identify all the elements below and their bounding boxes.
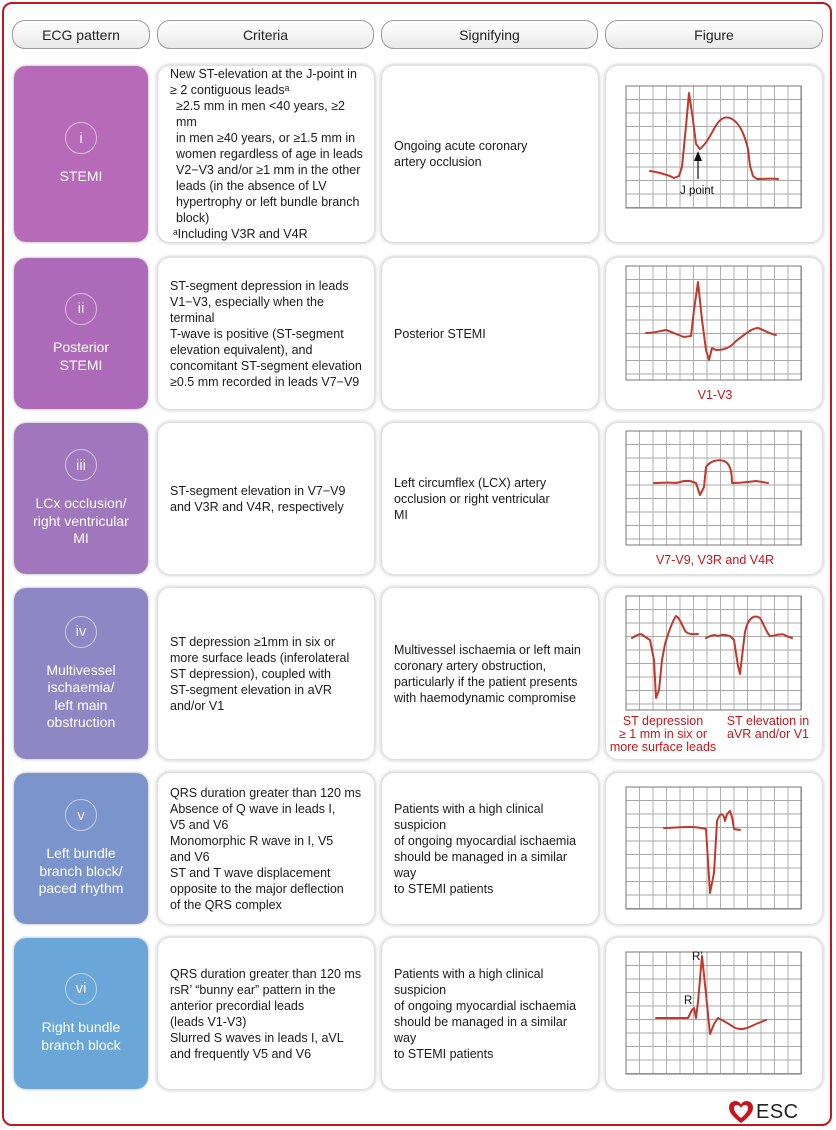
signifying-text: Posterior STEMI — [394, 326, 486, 341]
trace-lbbb — [664, 811, 740, 893]
criteria-cell — [158, 588, 374, 759]
criteria-text: ST-segment depression in leads V1−V3, especially when the terminal T-wave is positive (ST-segment elevation equivalent), and concomitant ST-segment elevation ≥0.5 mm recorded in leads V7−V9 — [170, 278, 362, 389]
pattern-cell — [14, 938, 148, 1089]
esc-logo-text: ESC — [756, 1101, 799, 1123]
criteria-text: QRS duration greater than 120 ms Absence of Q wave in leads I, V5 and V6 Monomorphic R wave in I, V5 and V6 ST and T wave displacement opposite to the major deflection of the QRS complex — [170, 785, 362, 912]
header-ecg-pattern: ECG pattern — [12, 20, 150, 49]
signifying-cell — [382, 588, 598, 759]
header-criteria: Criteria — [157, 20, 374, 49]
figure-cell — [606, 258, 822, 409]
figure-cell — [606, 66, 822, 242]
roman-numeral-badge: ii — [65, 293, 97, 325]
roman-numeral-badge: iv — [65, 616, 97, 648]
figure-cell — [606, 938, 822, 1089]
trace-lcx — [654, 460, 768, 495]
pattern-cell — [14, 773, 148, 924]
criteria-cell — [158, 66, 374, 242]
pattern-cell — [14, 588, 148, 759]
ecg-figure — [606, 938, 822, 1089]
ecg-grid-lbbb — [626, 787, 802, 909]
header-figure: Figure — [605, 20, 823, 49]
caption-v1-v3: V1-V3 — [697, 388, 733, 402]
criteria-text: ᵃIncluding V3R and V4R — [173, 227, 308, 241]
ecg-grid-rbbb — [626, 952, 802, 1074]
r-prime-label: R’ — [692, 951, 703, 963]
pattern-label: Left bundle branch block/ paced rhythm — [38, 845, 124, 897]
signifying-text: Patients with a high clinical suspicion of ongoing myocardial ischaemia should be managed in a similar way to STEMI patients — [394, 966, 577, 1061]
esc-logo — [728, 1098, 820, 1126]
signifying-cell — [382, 773, 598, 924]
ecg-figure — [606, 66, 822, 242]
figure-cell — [606, 773, 822, 924]
trace-st-elevation — [706, 617, 792, 674]
roman-numeral-badge: i — [65, 122, 97, 154]
signifying-cell — [382, 938, 598, 1089]
ecg-figure — [606, 588, 822, 759]
caption-st-depression: ST depression ≥ 1 mm in six or more surface leads — [609, 714, 717, 754]
header-signifying: Signifying — [381, 20, 598, 49]
signifying-cell — [382, 66, 598, 242]
pattern-label: STEMI — [59, 168, 103, 185]
roman-numeral-badge: iii — [65, 449, 97, 481]
criteria-text: ≥2.5 mm in men <40 years, ≥2 mm in men ≥40 years, or ≥1.5 mm in women regardless of age in leads V2−V3 and/or ≥1 mm in the other leads (in the absence of LV hypertrophy or left bundle branch block) — [176, 99, 363, 225]
ecg-grid-posterior — [626, 266, 802, 380]
criteria-cell — [158, 423, 374, 574]
criteria-text: ST depression ≥1mm in six or more surface leads (inferolateral ST depression), coupled with ST-segment elevation in aVR and/or V1 — [170, 634, 350, 713]
pattern-label: Posterior STEMI — [52, 339, 110, 373]
r-label: R — [684, 995, 693, 1007]
figure-cell — [606, 423, 822, 574]
pattern-label: Right bundle branch block — [41, 1019, 121, 1053]
roman-numeral-badge: v — [65, 799, 97, 831]
trace-st-depression — [632, 616, 698, 698]
j-point-arrowhead — [694, 151, 702, 161]
pattern-label: LCx occlusion/ right ventricular MI — [33, 495, 129, 547]
caption-st-elevation: ST elevation in aVR and/or V1 — [726, 714, 810, 741]
signifying-cell — [382, 423, 598, 574]
signifying-text: Patients with a high clinical suspicion of ongoing myocardial ischaemia should be managed in a similar way to STEMI patients — [394, 801, 577, 896]
signifying-cell — [382, 258, 598, 409]
signifying-text: Left circumflex (LCX) artery occlusion or right ventricular MI — [394, 475, 550, 522]
ecg-figure — [606, 258, 822, 409]
ecg-figure — [606, 423, 822, 574]
pattern-label: Multivessel ischaemia/ left main obstruction — [46, 661, 116, 730]
roman-numeral-badge: vi — [65, 973, 97, 1005]
pattern-cell — [14, 258, 148, 409]
signifying-text: Multivessel ischaemia or left main coronary artery obstruction, particularly if the patient presents with haemodynamic compromise — [394, 642, 581, 705]
criteria-text: QRS duration greater than 120 ms rsR’ “bunny ear” pattern in the anterior precordial leads (leads V1-V3) Slurred S waves in leads I, aVL and frequently V5 and V6 — [170, 966, 362, 1061]
ecg-figure — [606, 773, 822, 924]
caption-v7-v9-v3r-v4r: V7-V9, V3R and V4R — [655, 553, 775, 567]
criteria-cell — [158, 938, 374, 1089]
criteria-cell — [158, 258, 374, 409]
trace-stemi — [650, 93, 778, 179]
criteria-cell — [158, 773, 374, 924]
j-point-label: J point — [680, 185, 714, 197]
trace-rbbb — [656, 956, 766, 1034]
criteria-text: ST-segment elevation in V7−V9 and V3R and V4R, respectively — [170, 483, 346, 514]
criteria-text: New ST-elevation at the J-point in — [170, 67, 357, 81]
signifying-text: Ongoing acute coronary artery occlusion — [394, 139, 528, 169]
pattern-cell — [14, 66, 148, 242]
ecg-grid-lcx — [626, 431, 802, 545]
pattern-cell — [14, 423, 148, 574]
trace-posterior — [646, 282, 776, 360]
figure-cell — [606, 588, 822, 759]
heart-icon — [728, 1098, 754, 1126]
criteria-text: ≥ 2 contiguous leadsᵃ — [170, 83, 290, 97]
